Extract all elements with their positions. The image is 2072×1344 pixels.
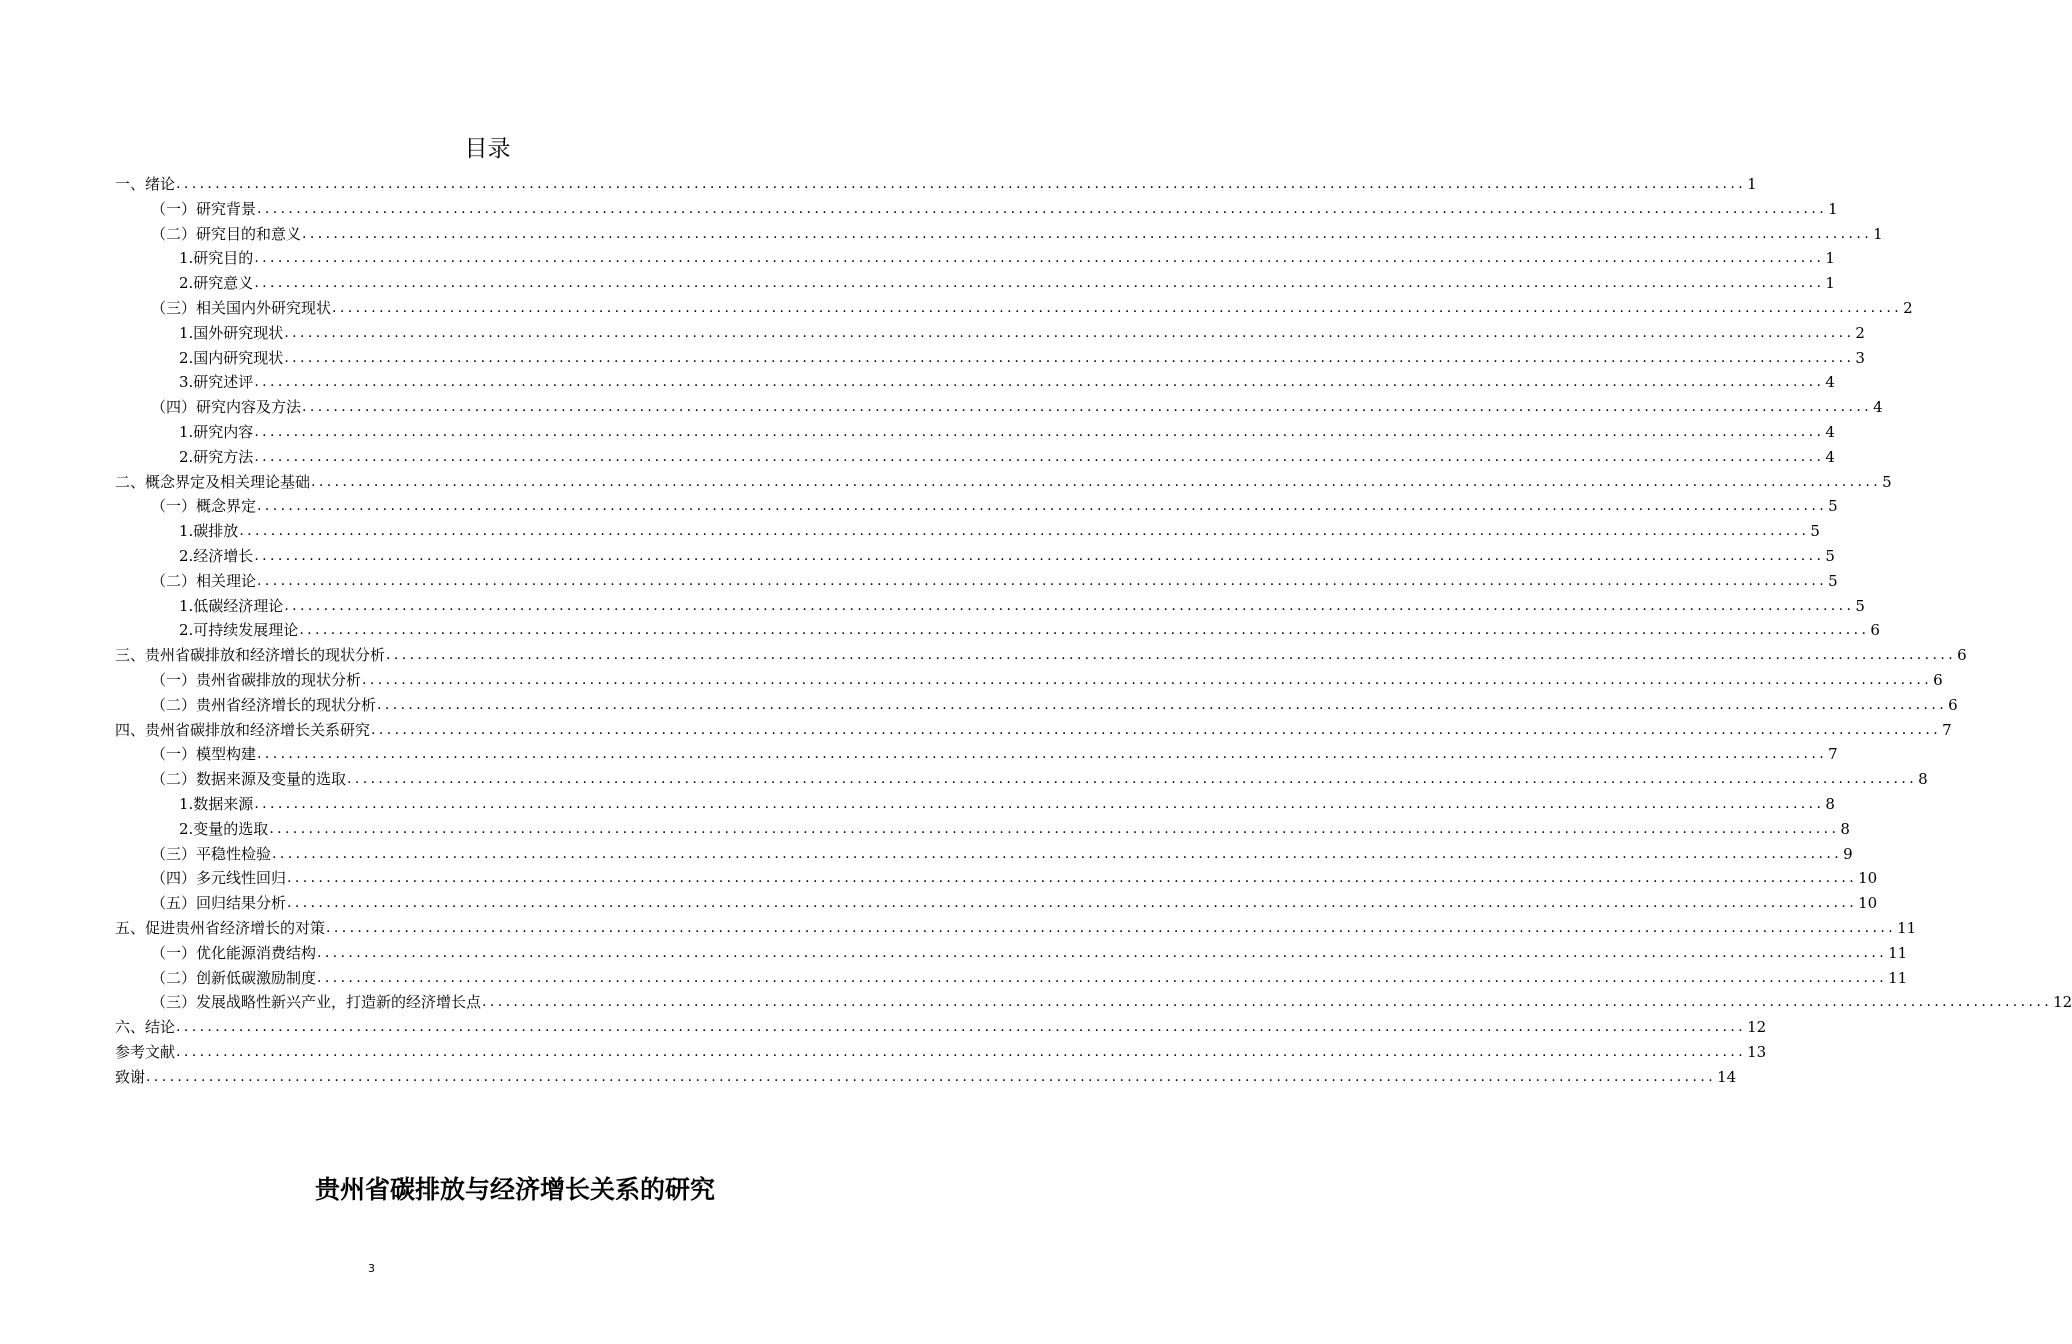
toc-entry-page: 1 — [1747, 175, 1757, 193]
toc-dot-leader: ........................................................................................................................................................................................................ — [254, 275, 1825, 292]
toc-entry[interactable] — [115, 395, 1883, 420]
toc-entry-page: 13 — [1747, 1042, 1767, 1061]
toc-entry-page: 1 — [1825, 249, 1835, 268]
toc-dot-leader: ........................................................................................................................................................................................................ — [257, 572, 1828, 589]
toc-entry[interactable] — [115, 296, 1913, 321]
toc-dot-leader: ........................................................................................................................................................................................................ — [287, 895, 1858, 912]
toc-dot-leader: ........................................................................................................................................................................................................ — [284, 597, 1855, 614]
toc-dot-leader: ........................................................................................................................................................................................................ — [254, 795, 1825, 812]
toc-entry-page: 8 — [1918, 770, 1928, 789]
table-of-contents — [115, 172, 2072, 1089]
toc-dot-leader: ........................................................................................................................................................................................................ — [146, 1068, 1717, 1085]
toc-entry[interactable] — [115, 866, 1878, 891]
toc-entry-page: 4 — [1825, 373, 1835, 392]
toc-entry-label: （三）平稳性检验 — [151, 844, 272, 863]
toc-entry[interactable] — [115, 321, 1865, 346]
toc-entry-page: 9 — [1843, 844, 1853, 863]
toc-dot-leader: ........................................................................................................................................................................................................ — [317, 969, 1888, 986]
toc-entry-label: （一）概念界定 — [151, 497, 257, 516]
toc-dot-leader: ........................................................................................................................................................................................................ — [482, 994, 2053, 1011]
toc-entry[interactable] — [115, 246, 1835, 271]
toc-entry-label: 1.数据来源 — [179, 794, 254, 813]
toc-entry-page: 6 — [1870, 621, 1880, 640]
toc-entry-page: 5 — [1828, 497, 1838, 516]
toc-entry-page: 11 — [1888, 968, 1908, 987]
toc-entry-page: 14 — [1717, 1067, 1737, 1086]
toc-dot-leader: ........................................................................................................................................................................................................ — [176, 176, 1747, 192]
toc-entry-label: （五）回归结果分析 — [151, 894, 287, 913]
toc-dot-leader: ........................................................................................................................................................................................................ — [284, 349, 1855, 366]
toc-entry-label: 1.研究目的 — [179, 249, 254, 268]
toc-entry-label: 2.研究方法 — [179, 447, 254, 466]
toc-entry-label: （二）研究目的和意义 — [151, 224, 302, 243]
toc-entry-label: 六、结论 — [115, 1018, 176, 1037]
toc-entry-page: 2 — [1855, 323, 1865, 342]
toc-entry-label: 2.研究意义 — [179, 274, 254, 293]
toc-entry-page: 11 — [1897, 918, 1917, 937]
toc-entry-page: 7 — [1828, 745, 1838, 764]
toc-dot-leader: ........................................................................................................................................................................................................ — [386, 647, 1957, 664]
toc-entry[interactable] — [115, 718, 1952, 743]
toc-entry-page: 10 — [1858, 894, 1878, 913]
toc-entry-label: 1.国外研究现状 — [179, 323, 284, 342]
toc-dot-leader: ........................................................................................................................................................................................................ — [257, 498, 1828, 515]
toc-entry[interactable] — [115, 594, 1865, 619]
toc-entry[interactable] — [115, 792, 1835, 817]
toc-entry-label: 2.变量的选取 — [179, 819, 269, 838]
toc-entry[interactable] — [115, 941, 1908, 966]
toc-entry-label: （二）贵州省经济增长的现状分析 — [151, 695, 377, 714]
toc-dot-leader: ........................................................................................................................................................................................................ — [269, 820, 1840, 837]
toc-entry-label: 三、贵州省碳排放和经济增长的现状分析 — [115, 646, 386, 665]
toc-entry[interactable] — [115, 668, 1943, 693]
toc-entry-label: （一）模型构建 — [151, 745, 257, 764]
toc-entry-page: 1 — [1828, 199, 1838, 218]
toc-entry-label: （二）数据来源及变量的选取 — [151, 770, 347, 789]
toc-entry-page: 6 — [1957, 646, 1967, 665]
toc-entry-page: 8 — [1840, 819, 1850, 838]
toc-entry-label: （四）多元线性回归 — [151, 869, 287, 888]
toc-dot-leader: ........................................................................................................................................................................................................ — [176, 1019, 1747, 1036]
toc-entry-label: 致谢 — [115, 1067, 146, 1086]
toc-dot-leader: ........................................................................................................................................................................................................ — [239, 523, 1810, 540]
toc-entry[interactable] — [115, 470, 1892, 495]
toc-entry[interactable] — [115, 222, 1883, 247]
toc-entry-label: （二）相关理论 — [151, 571, 257, 590]
toc-entry-label: 四、贵州省碳排放和经济增长关系研究 — [115, 720, 371, 739]
toc-entry-label: （二）创新低碳激励制度 — [151, 968, 317, 987]
toc-entry[interactable] — [115, 370, 1835, 395]
toc-entry-page: 12 — [1747, 1018, 1767, 1037]
toc-dot-leader: ........................................................................................................................................................................................................ — [257, 746, 1828, 763]
toc-entry-label: 1.低碳经济理论 — [179, 596, 284, 615]
toc-entry[interactable] — [115, 767, 1928, 792]
toc-dot-leader: ........................................................................................................................................................................................................ — [299, 622, 1870, 639]
toc-dot-leader: ........................................................................................................................................................................................................ — [272, 845, 1843, 862]
toc-entry[interactable] — [115, 544, 1835, 569]
toc-entry-page: 5 — [1825, 546, 1835, 565]
toc-entry-label: （一）贵州省碳排放的现状分析 — [151, 670, 362, 689]
toc-title: 目录 — [464, 136, 511, 162]
page-number: 3 — [368, 1262, 375, 1275]
toc-dot-leader: ........................................................................................................................................................................................................ — [326, 919, 1897, 936]
toc-entry[interactable] — [115, 693, 1958, 718]
toc-entry-label: 2.国内研究现状 — [179, 348, 284, 367]
toc-entry-page: 6 — [1933, 670, 1943, 689]
paper-title: 贵州省碳排放与经济增长关系的研究 — [314, 1175, 715, 1204]
toc-dot-leader: ........................................................................................................................................................................................................ — [347, 771, 1918, 788]
toc-entry[interactable] — [115, 990, 2072, 1015]
toc-entry[interactable] — [115, 842, 1853, 867]
toc-dot-leader: ........................................................................................................................................................................................................ — [254, 448, 1825, 465]
toc-entry[interactable] — [115, 271, 1835, 296]
toc-entry[interactable] — [115, 1015, 1767, 1040]
toc-entry[interactable] — [115, 172, 1757, 197]
toc-dot-leader: ........................................................................................................................................................................................................ — [176, 1043, 1747, 1060]
toc-entry-page: 1 — [1825, 274, 1835, 293]
toc-entry-label: 1.碳排放 — [179, 522, 239, 541]
toc-entry-label: （一）研究背景 — [151, 199, 257, 218]
toc-entry-page: 1 — [1873, 224, 1883, 243]
toc-entry[interactable] — [115, 519, 1820, 544]
toc-entry-page: 4 — [1825, 447, 1835, 466]
toc-entry-page: 11 — [1888, 943, 1908, 962]
toc-entry[interactable] — [115, 916, 1917, 941]
toc-entry[interactable] — [115, 494, 1838, 519]
toc-dot-leader: ........................................................................................................................................................................................................ — [377, 696, 1948, 713]
toc-entry[interactable] — [115, 1040, 1767, 1065]
toc-entry[interactable] — [115, 643, 1967, 668]
toc-dot-leader: ........................................................................................................................................................................................................ — [254, 547, 1825, 564]
toc-entry[interactable] — [115, 346, 1865, 371]
toc-entry[interactable] — [115, 569, 1838, 594]
toc-entry[interactable] — [115, 742, 1838, 767]
toc-entry-label: 1.研究内容 — [179, 422, 254, 441]
toc-entry-page: 10 — [1858, 869, 1878, 888]
toc-entry[interactable] — [115, 420, 1835, 445]
toc-entry[interactable] — [115, 197, 1838, 222]
toc-dot-leader: ........................................................................................................................................................................................................ — [254, 250, 1825, 267]
toc-entry-page: 3 — [1855, 348, 1865, 367]
toc-entry[interactable] — [115, 891, 1878, 916]
toc-entry-page: 5 — [1882, 472, 1892, 491]
toc-dot-leader: ........................................................................................................................................................................................................ — [287, 870, 1858, 887]
toc-dot-leader: ........................................................................................................................................................................................................ — [302, 225, 1873, 242]
toc-entry[interactable] — [115, 618, 1880, 643]
toc-entry[interactable] — [115, 1065, 1737, 1090]
toc-entry-label: 五、促进贵州省经济增长的对策 — [115, 918, 326, 937]
toc-entry-page: 7 — [1942, 720, 1952, 739]
toc-entry[interactable] — [115, 817, 1850, 842]
toc-dot-leader: ........................................................................................................................................................................................................ — [284, 324, 1855, 341]
toc-entry-label: （一）优化能源消费结构 — [151, 943, 317, 962]
toc-entry-page: 6 — [1948, 695, 1958, 714]
toc-entry-label: 二、概念界定及相关理论基础 — [115, 472, 311, 491]
toc-entry-label: 一、绪论 — [115, 175, 176, 193]
toc-entry-page: 2 — [1903, 298, 1913, 317]
toc-dot-leader: ........................................................................................................................................................................................................ — [317, 944, 1888, 961]
toc-entry-page: 5 — [1855, 596, 1865, 615]
toc-dot-leader: ........................................................................................................................................................................................................ — [254, 423, 1825, 440]
toc-entry-label: （三）发展战略性新兴产业，打造新的经济增长点 — [151, 993, 482, 1012]
toc-dot-leader: ........................................................................................................................................................................................................ — [311, 473, 1882, 490]
toc-dot-leader: ........................................................................................................................................................................................................ — [302, 399, 1873, 416]
toc-entry-page: 12 — [2053, 993, 2072, 1012]
toc-entry-page: 5 — [1828, 571, 1838, 590]
toc-entry-page: 4 — [1873, 398, 1883, 417]
toc-entry-label: 2.经济增长 — [179, 546, 254, 565]
toc-dot-leader: ........................................................................................................................................................................................................ — [254, 374, 1825, 391]
toc-entry[interactable] — [115, 966, 1908, 991]
toc-entry-page: 8 — [1825, 794, 1835, 813]
toc-dot-leader: ........................................................................................................................................................................................................ — [332, 299, 1903, 316]
toc-entry-label: 2.可持续发展理论 — [179, 621, 299, 640]
toc-entry-label: （三）相关国内外研究现状 — [151, 298, 332, 317]
toc-entry-page: 4 — [1825, 422, 1835, 441]
toc-entry-label: （四）研究内容及方法 — [151, 398, 302, 417]
toc-dot-leader: ........................................................................................................................................................................................................ — [371, 721, 1942, 738]
toc-dot-leader: ........................................................................................................................................................................................................ — [257, 200, 1828, 217]
toc-entry-label: 参考文献 — [115, 1042, 176, 1061]
toc-entry-page: 5 — [1810, 522, 1820, 541]
toc-entry-label: 3.研究述评 — [179, 373, 254, 392]
toc-entry[interactable] — [115, 445, 1835, 470]
toc-dot-leader: ........................................................................................................................................................................................................ — [362, 671, 1933, 688]
